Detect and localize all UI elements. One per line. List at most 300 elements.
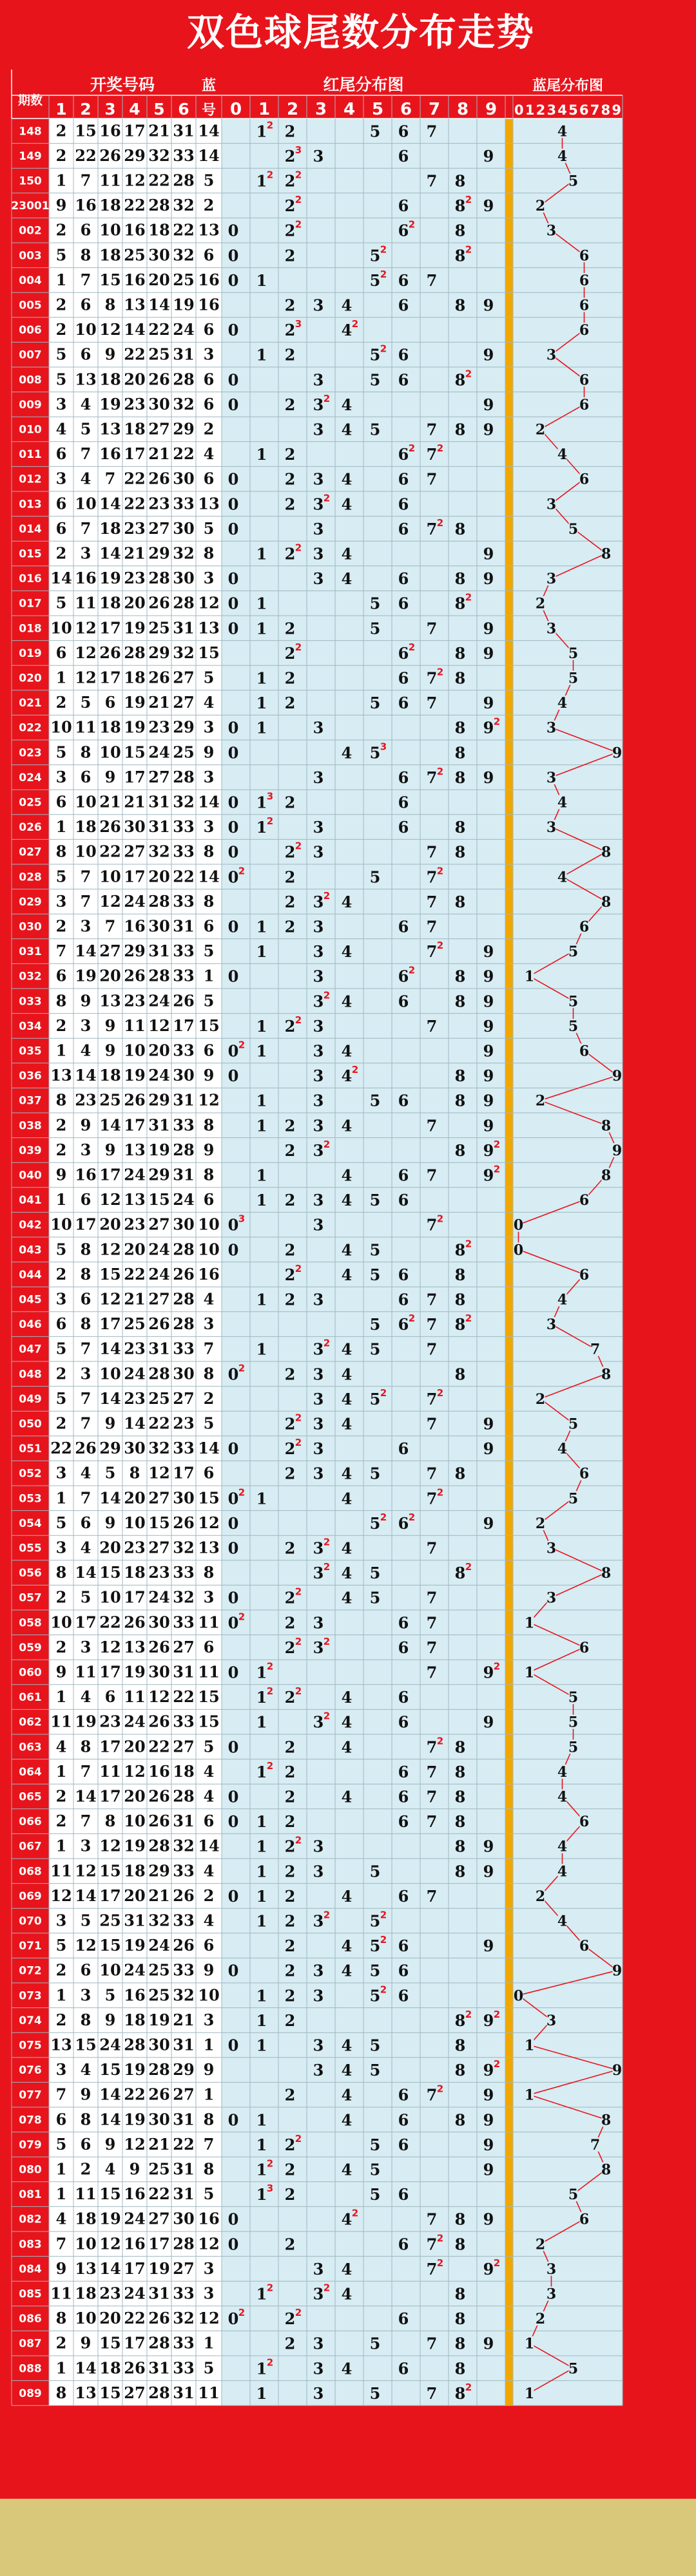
red-number: 16 (99, 121, 121, 140)
red-number: 32 (173, 245, 195, 265)
blue-tail-digit: 3 (546, 2286, 557, 2303)
red-number: 2 (55, 1637, 67, 1656)
repeat-count: 2 (323, 2282, 331, 2294)
red-number: 31 (173, 2184, 195, 2204)
red-tail-digit: 6 (398, 569, 409, 589)
red-tail-digit: 8 (454, 296, 466, 315)
red-number: 11 (75, 717, 97, 737)
blue-number: 9 (203, 1960, 215, 1980)
red-tail-digit: 5 (369, 1564, 381, 1583)
red-number: 5 (55, 370, 67, 389)
red-number: 14 (124, 1414, 146, 1433)
blue-tail-digit: 5 (568, 1018, 579, 1035)
red-tail-digit: 9 (483, 1837, 494, 1856)
red-tail-digit: 2 (284, 1588, 296, 1607)
red-tail-digit: 3 (313, 818, 324, 837)
red-number: 14 (75, 1563, 97, 1582)
red-number: 26 (173, 1264, 195, 1283)
red-tail-digit: 0 (227, 718, 239, 737)
repeat-count: 2 (465, 2381, 472, 2393)
red-number: 5 (55, 1936, 67, 1955)
red-number: 17 (99, 1737, 121, 1756)
blue-number: 14 (198, 792, 220, 811)
red-number: 27 (173, 2259, 195, 2278)
period-label: 149 (19, 149, 42, 163)
red-number: 22 (148, 1737, 170, 1756)
period-label: 088 (19, 2362, 42, 2376)
red-number: 33 (173, 942, 195, 961)
red-number: 28 (148, 2060, 170, 2079)
repeat-count: 3 (266, 790, 274, 802)
blue-tail-digit: 3 (546, 496, 557, 513)
red-tail-digit: 2 (284, 122, 296, 141)
red-number: 19 (173, 295, 195, 314)
red-number: 14 (99, 1388, 121, 1408)
blue-tail-digit: 9 (612, 1068, 623, 1085)
blue-tail-digit: 8 (601, 2112, 612, 2129)
red-tail-digit: 3 (313, 2259, 324, 2278)
blue-number: 5 (203, 2358, 215, 2378)
red-tail-digit: 3 (313, 1389, 324, 1408)
blue-tail-digit: 0 (513, 1987, 524, 2005)
red-tail-digit: 8 (454, 1862, 466, 1881)
blue-number: 11 (198, 2383, 220, 2402)
repeat-count: 2 (295, 2132, 302, 2145)
red-number: 31 (173, 916, 195, 936)
blue-tail-digit: 6 (579, 2211, 590, 2228)
red-number: 19 (148, 2010, 170, 2029)
red-number: 29 (173, 2060, 195, 2079)
red-number: 27 (173, 1737, 195, 1756)
period-label: 036 (19, 1070, 42, 1083)
repeat-count: 2 (436, 666, 444, 678)
repeat-count: 2 (295, 1437, 302, 1449)
period-label: 003 (19, 249, 42, 263)
red-tail-digit: 0 (227, 1787, 239, 1806)
red-number: 24 (148, 1936, 170, 1955)
red-number: 33 (173, 842, 195, 861)
red-number: 26 (148, 1637, 170, 1656)
red-tail-digit: 4 (341, 1365, 353, 1384)
repeat-count: 2 (238, 1039, 246, 1051)
period-label: 061 (19, 1691, 42, 1705)
red-number: 28 (173, 1240, 195, 1259)
red-number: 27 (148, 1215, 170, 1234)
red-tail-digit: 5 (369, 345, 381, 365)
red-number: 12 (99, 1637, 121, 1656)
red-tail-digit: 2 (284, 469, 296, 489)
repeat-count: 2 (465, 194, 472, 206)
red-tail-digit: 1 (256, 1166, 267, 1185)
red-number: 13 (75, 370, 97, 389)
blue-tail-digit: 4 (557, 446, 568, 464)
red-number: 25 (173, 743, 195, 762)
blue-tail-digit: 2 (535, 1092, 546, 1110)
red-tail-digit: 4 (341, 1738, 353, 1757)
red-tail-digit: 7 (426, 2383, 438, 2403)
period-label: 005 (19, 299, 42, 312)
blue-number: 6 (203, 1463, 215, 1482)
red-tail-digit: 1 (256, 1837, 267, 1856)
red-number: 26 (148, 1712, 170, 1731)
red-tail-digit: 8 (454, 1738, 466, 1757)
red-number: 2 (55, 1786, 67, 1806)
red-tail-digit: 8 (454, 2061, 466, 2080)
red-tail-digit: 2 (284, 1688, 296, 1707)
red-number: 24 (148, 1066, 170, 1085)
red-number: 30 (173, 469, 195, 488)
red-tail-digit: 4 (341, 469, 353, 489)
red-tail-digit: 0 (227, 1539, 239, 1558)
red-number: 33 (173, 2358, 195, 2378)
blue-tail-digit: 9 (612, 1962, 623, 1980)
red-tail-digit: 9 (483, 2259, 494, 2278)
blue-number: 12 (198, 593, 220, 612)
red-number: 9 (55, 1165, 67, 1184)
red-tail-digit: 6 (398, 270, 409, 290)
red-number: 12 (124, 1761, 146, 1781)
red-number: 22 (75, 146, 97, 165)
repeat-count: 2 (408, 218, 416, 231)
red-number: 31 (173, 2159, 195, 2179)
red-number: 17 (75, 1613, 97, 1632)
red-number: 2 (55, 121, 67, 140)
red-number: 12 (50, 1886, 72, 1905)
blue-number: 6 (203, 370, 215, 389)
blue-number: 6 (203, 394, 215, 413)
red-tail-digit: 8 (454, 2210, 466, 2229)
red-tail-digit: 2 (284, 892, 296, 911)
red-number: 17 (124, 867, 146, 886)
blue-tail-digit: 6 (579, 1938, 590, 1955)
red-number: 33 (173, 1911, 195, 1930)
red-tail-digit: 9 (483, 1066, 494, 1086)
red-tail-digit: 2 (284, 445, 296, 464)
red-number: 9 (104, 1513, 116, 1532)
blue-number: 5 (203, 518, 215, 538)
blue-number: 7 (203, 1339, 215, 1358)
red-number: 24 (124, 2209, 146, 2228)
blue-number: 14 (198, 121, 220, 140)
red-number: 26 (173, 1936, 195, 1955)
red-tail-digit: 8 (454, 2359, 466, 2378)
red-number: 6 (55, 494, 67, 513)
red-number: 33 (173, 817, 195, 837)
blue-tail-digit: 8 (601, 1167, 612, 1184)
red-number: 8 (55, 991, 67, 1010)
repeat-count: 2 (323, 989, 331, 1001)
red-number: 10 (99, 220, 121, 240)
blue-tail-digit: 1 (524, 2037, 535, 2054)
red-number: 10 (124, 1812, 146, 1831)
blue-tail-digit: 8 (601, 844, 612, 861)
period-label: 054 (19, 1517, 42, 1530)
red-tail-digit: 1 (256, 1862, 267, 1881)
red-number: 26 (124, 2358, 146, 2378)
red-number: 11 (75, 1662, 97, 1681)
red-number: 5 (55, 867, 67, 886)
blue-tail-digit: 4 (557, 1763, 568, 1781)
repeat-count: 2 (436, 1213, 444, 1225)
red-number: 29 (148, 1090, 170, 1110)
red-number: 25 (148, 1960, 170, 1980)
blue-number: 8 (203, 2110, 215, 2129)
period-label: 078 (19, 2114, 42, 2127)
red-tail-digit: 1 (256, 1812, 267, 1832)
red-number: 24 (148, 743, 170, 762)
blue-number: 9 (203, 1066, 215, 1085)
red-number: 31 (148, 1115, 170, 1135)
red-number: 28 (124, 2035, 146, 2054)
red-number: 19 (124, 1066, 146, 1085)
blue-number: 16 (198, 1264, 220, 1283)
red-number: 15 (99, 2184, 121, 2204)
repeat-count: 2 (323, 1710, 331, 1722)
red-number: 7 (80, 518, 92, 538)
red-tail-digit: 9 (483, 718, 494, 737)
red-tail-digit: 9 (483, 569, 494, 589)
period-label: 083 (19, 2238, 42, 2251)
red-number: 28 (148, 2333, 170, 2353)
red-tail-digit: 7 (426, 1389, 438, 1408)
blue-number: 8 (203, 1115, 215, 1135)
red-number: 11 (99, 171, 121, 190)
red-number: 19 (124, 1662, 146, 1681)
red-tail-digit: 4 (341, 1265, 353, 1284)
red-digit-label: 2 (286, 100, 299, 119)
blue-tail-digit: 2 (535, 198, 546, 215)
red-tail-digit: 3 (313, 1712, 324, 1732)
red-number: 21 (148, 444, 170, 464)
repeat-count: 2 (295, 1262, 302, 1274)
red-tail-digit: 5 (369, 370, 381, 390)
repeat-count: 2 (295, 1014, 302, 1026)
red-digit-label: 3 (314, 100, 327, 119)
red-tail-digit: 4 (341, 1389, 353, 1408)
repeat-count: 2 (465, 591, 472, 603)
period-label: 017 (19, 597, 42, 611)
red-number: 22 (124, 469, 146, 488)
period-label: 089 (19, 2387, 42, 2400)
red-number: 16 (75, 569, 97, 588)
red-number: 18 (75, 2209, 97, 2228)
red-number: 4 (80, 2060, 92, 2079)
red-tail-digit: 0 (227, 818, 239, 837)
blue-number: 8 (203, 891, 215, 911)
red-number: 14 (124, 320, 146, 339)
red-number: 10 (50, 1613, 72, 1632)
red-tail-digit: 0 (227, 495, 239, 514)
red-number: 13 (124, 295, 146, 314)
repeat-count: 2 (266, 2282, 274, 2294)
red-tail-digit: 2 (284, 1439, 296, 1459)
red-tail-digit: 6 (398, 2359, 409, 2378)
red-tail-digit: 6 (398, 668, 409, 688)
red-tail-digit: 3 (313, 768, 324, 787)
red-number: 15 (99, 2060, 121, 2079)
red-number: 26 (148, 1786, 170, 1806)
period-label: 081 (19, 2188, 42, 2202)
red-number: 24 (124, 1165, 146, 1184)
red-number: 2 (55, 220, 67, 240)
red-number: 31 (148, 2358, 170, 2378)
red-tail-digit: 7 (426, 1340, 438, 1359)
red-number: 20 (148, 867, 170, 886)
red-tail-digit: 4 (341, 2085, 353, 2105)
blue-number: 12 (198, 1513, 220, 1532)
period-label: 076 (19, 2064, 42, 2078)
red-number: 2 (55, 1264, 67, 1283)
red-tail-digit: 5 (369, 1986, 381, 2005)
red-tail-digit: 5 (369, 270, 381, 290)
red-tail-digit: 5 (369, 1513, 381, 1533)
red-number: 26 (148, 593, 170, 612)
red-number: 12 (99, 1836, 121, 1855)
red-number: 10 (99, 1587, 121, 1607)
number-col-label: 1 (55, 100, 67, 118)
red-tail-digit: 6 (398, 2135, 409, 2154)
red-number: 19 (124, 693, 146, 712)
red-tail-digit: 9 (483, 544, 494, 564)
red-tail-digit: 3 (313, 569, 324, 589)
period-label: 028 (19, 871, 42, 884)
red-number: 6 (55, 792, 67, 811)
page-title: 双色球尾数分布走势 (187, 10, 536, 54)
red-number: 17 (173, 1463, 195, 1482)
repeat-count: 2 (295, 1635, 302, 1647)
red-number: 22 (148, 2184, 170, 2204)
blue-tail-digit: 6 (579, 1192, 590, 1209)
red-tail-digit: 9 (483, 345, 494, 365)
red-number: 10 (75, 494, 97, 513)
red-tail-digit: 9 (483, 1862, 494, 1881)
red-number: 10 (75, 320, 97, 339)
red-tail-digit: 4 (341, 1937, 353, 1956)
red-tail-digit: 5 (369, 1464, 381, 1483)
red-number: 20 (124, 1488, 146, 1508)
blue-tail-digit: 4 (557, 869, 568, 886)
red-tail-digit: 2 (284, 1638, 296, 1657)
repeat-count: 2 (295, 194, 302, 206)
repeat-count: 2 (465, 1238, 472, 1250)
period-label: 148 (19, 125, 42, 138)
red-tail-digit: 6 (398, 221, 409, 240)
red-tail-digit: 9 (483, 196, 494, 216)
red-number: 30 (148, 2110, 170, 2129)
red-number: 18 (124, 1861, 146, 1880)
red-tail-digit: 6 (398, 146, 409, 166)
blue-tail-digit: 4 (557, 1441, 568, 1458)
blue-number: 5 (203, 2184, 215, 2204)
red-tail-digit: 8 (454, 1812, 466, 1832)
blue-tail-digit: 6 (579, 396, 590, 413)
red-tail-digit: 3 (313, 1041, 324, 1061)
red-number: 13 (75, 2259, 97, 2278)
red-number: 30 (173, 518, 195, 538)
blue-number: 4 (203, 1861, 215, 1880)
red-tail-digit: 2 (284, 2085, 296, 2105)
period-label: 057 (19, 1591, 42, 1605)
red-number: 7 (80, 1339, 92, 1358)
red-tail-digit: 2 (284, 196, 296, 216)
red-number: 32 (173, 544, 195, 563)
red-tail-digit: 7 (426, 768, 438, 787)
red-tail-digit: 4 (341, 1712, 353, 1732)
red-tail-digit: 7 (426, 842, 438, 862)
red-tail-digit: 2 (284, 296, 296, 315)
red-tail-digit: 4 (341, 1166, 353, 1185)
red-number: 7 (80, 171, 92, 190)
red-number: 30 (173, 1066, 195, 1085)
blue-number: 3 (203, 345, 215, 364)
blue-tail-digit: 5 (568, 1689, 579, 1707)
red-tail-digit: 0 (227, 1513, 239, 1533)
red-tail-digit: 0 (227, 1439, 239, 1459)
red-tail-digit: 5 (369, 2185, 381, 2204)
red-number: 33 (173, 494, 195, 513)
red-number: 12 (99, 1240, 121, 1259)
red-tail-digit: 8 (454, 892, 466, 911)
red-number: 29 (124, 146, 146, 165)
red-tail-digit: 1 (256, 2284, 267, 2304)
red-number: 14 (99, 494, 121, 513)
red-tail-digit: 3 (313, 2061, 324, 2080)
red-number: 24 (124, 1712, 146, 1731)
red-number: 7 (80, 891, 92, 911)
red-tail-digit: 2 (284, 1414, 296, 1434)
blue-tail-digit: 8 (601, 1366, 612, 1383)
period-label: 002 (19, 224, 42, 238)
blue-tail-digit: 6 (579, 372, 590, 389)
red-number: 28 (148, 891, 170, 911)
red-number: 3 (80, 1364, 92, 1383)
repeat-count: 2 (266, 119, 274, 131)
blue-tail-digit: 6 (579, 272, 590, 289)
red-tail-digit: 7 (426, 668, 438, 688)
blue-tail-digit: 2 (535, 1390, 546, 1408)
red-number: 7 (80, 1414, 92, 1433)
red-tail-digit: 5 (369, 1315, 381, 1334)
red-tail-digit: 1 (256, 1886, 267, 1906)
red-tail-digit: 4 (341, 2110, 353, 2130)
red-number: 19 (124, 2110, 146, 2129)
red-number: 15 (99, 2383, 121, 2402)
red-number: 20 (124, 1786, 146, 1806)
red-tail-digit: 0 (227, 246, 239, 265)
red-number: 8 (104, 1812, 116, 1831)
red-number: 20 (99, 1538, 121, 1557)
period-label: 049 (19, 1392, 42, 1406)
red-tail-digit: 7 (426, 1166, 438, 1185)
red-number: 32 (173, 1538, 195, 1557)
red-tail-digit: 7 (426, 270, 438, 290)
repeat-count: 2 (436, 2232, 444, 2244)
period-label: 027 (19, 846, 42, 859)
red-number: 11 (99, 1761, 121, 1781)
blue-tail-digit: 3 (546, 2260, 557, 2278)
red-number: 14 (75, 1786, 97, 1806)
red-number: 22 (124, 1264, 146, 1283)
red-number: 32 (148, 146, 170, 165)
red-number: 16 (148, 1761, 170, 1781)
red-tail-digit: 7 (426, 519, 438, 538)
repeat-count: 2 (408, 1312, 416, 1325)
red-number: 32 (173, 1587, 195, 1607)
red-tail-digit: 6 (398, 1191, 409, 1210)
red-number: 2 (55, 1414, 67, 1433)
repeat-count: 3 (380, 741, 387, 753)
red-tail-digit: 7 (426, 1886, 438, 1906)
